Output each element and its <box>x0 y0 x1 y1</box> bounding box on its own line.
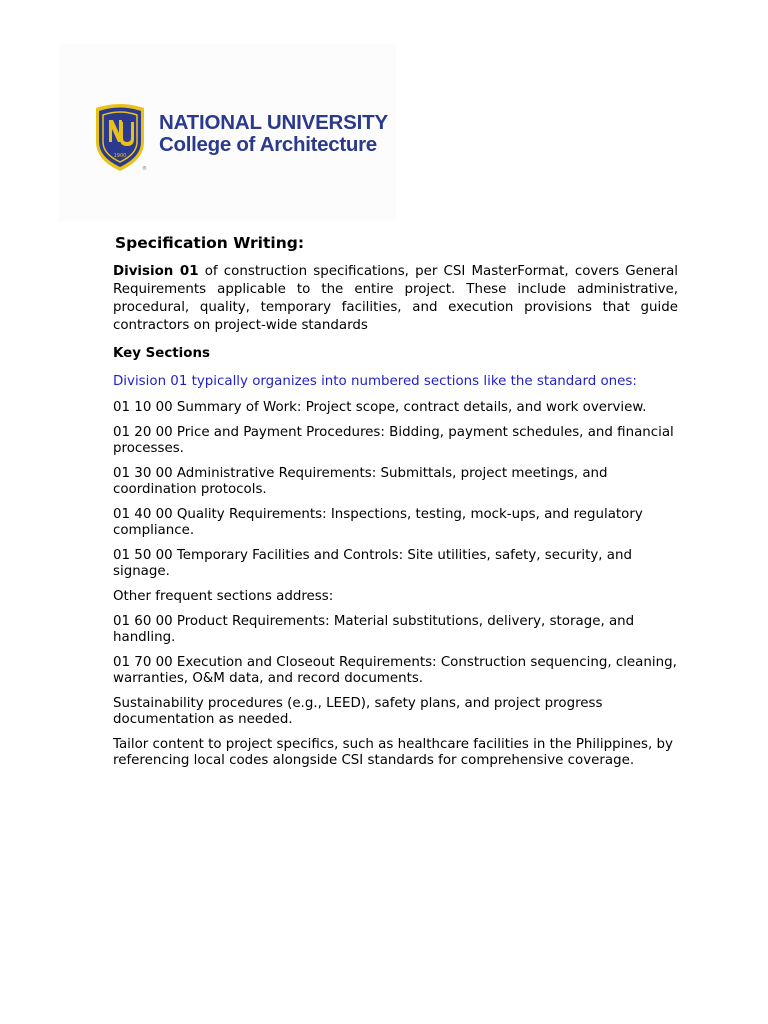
highlight-line: Division 01 typically organizes into numbered sections like the standard ones: <box>113 374 637 389</box>
paragraph-section-011000: 01 10 00 Summary of Work: Project scope, contract details, and work overview. <box>113 400 647 415</box>
paragraph-section-014000: 01 40 00 Quality Requirements: Inspections, testing, mock-ups, and regulatory compliance. <box>113 507 643 538</box>
registered-mark: ® <box>142 166 147 172</box>
document-body <box>113 233 678 778</box>
paragraph-other-sections: Other frequent sections address: <box>113 589 334 604</box>
paragraph-section-013000: 01 30 00 Administrative Requirements: Submittals, project meetings, and coordination protocols. <box>113 466 608 497</box>
document-title: Specification Writing: <box>115 234 305 252</box>
intro-bold-term: Division 01 <box>113 264 199 279</box>
paragraph-section-015000: 01 50 00 Temporary Facilities and Controls: Site utilities, safety, security, and signage. <box>113 548 632 579</box>
crest-year: 1900 <box>113 153 127 159</box>
university-logo <box>92 102 388 174</box>
key-sections-heading: Key Sections <box>113 346 210 361</box>
paragraph-section-017000: 01 70 00 Execution and Closeout Requirements: Construction sequencing, cleaning, warranties, O&M data, and record documents. <box>113 655 677 686</box>
paragraph-sustainability: Sustainability procedures (e.g., LEED), safety plans, and project progress documentation as needed. <box>113 696 603 727</box>
logo-line-university: NATIONAL UNIVERSITY <box>159 111 388 134</box>
paragraph-section-012000: 01 20 00 Price and Payment Procedures: Bidding, payment schedules, and financial processes. <box>113 425 674 456</box>
paragraph-tailor-content: Tailor content to project specifics, such as healthcare facilities in the Philippines, by referencing local codes alongside CSI standards for comprehensive coverage. <box>113 737 673 768</box>
logo-line-college: College of Architecture <box>159 133 377 156</box>
intro-paragraph <box>113 263 678 335</box>
university-crest-icon <box>92 102 148 172</box>
paragraph-section-016000: 01 60 00 Product Requirements: Material substitutions, delivery, storage, and handling. <box>113 614 635 645</box>
logo-wordmark <box>159 112 399 156</box>
intro-text: of construction specifications, per CSI MasterFormat, covers General Requirements applicable to the entire project. These include administrative, procedural, quality, temporary facilities, and execution provisions that guide contractors on project-wide standards <box>113 264 678 333</box>
